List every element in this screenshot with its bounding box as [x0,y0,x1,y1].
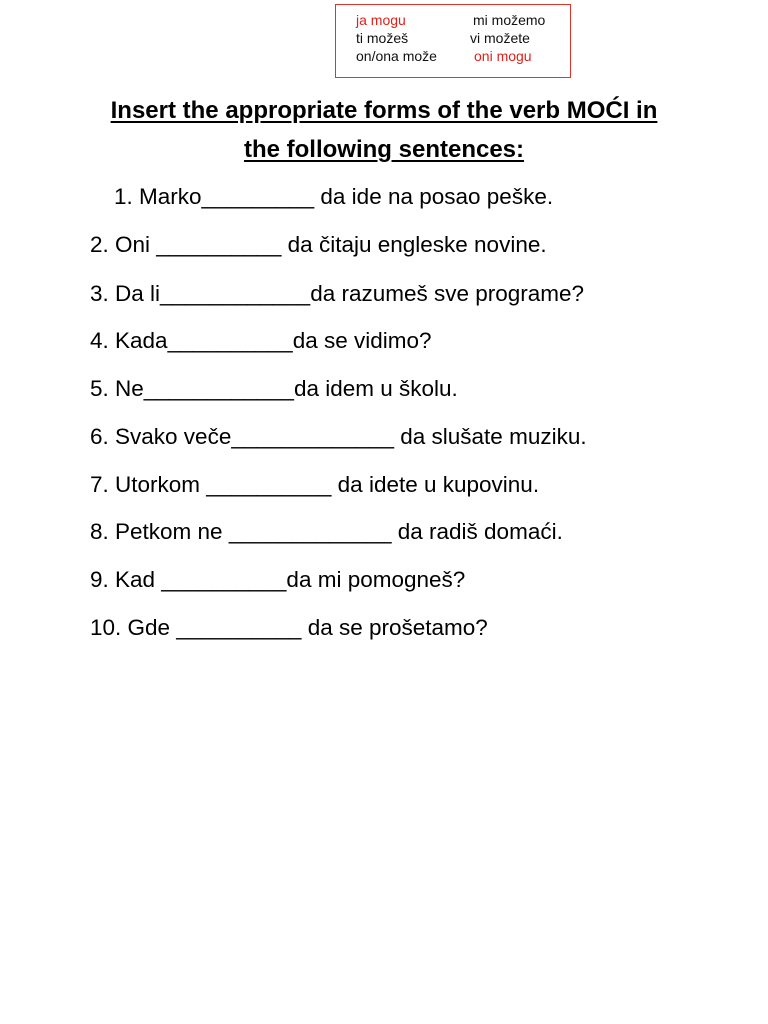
sentence-4: 4. Kada__________da se vidimo? [90,328,432,353]
sentence-2: 2. Oni __________ da čitaju engleske novine. [90,232,547,257]
conjugation-on-ona: on/ona može [356,48,437,64]
conjugation-ja: ja mogu [356,12,406,28]
conjugation-oni: oni mogu [474,48,532,64]
sentence-9: 9. Kad __________da mi pomogneš? [90,567,466,592]
instructions-line-2: the following sentences: [243,136,525,163]
sentence-3: 3. Da li____________da razumeš sve programe? [90,281,585,306]
conjugation-mi: mi možemo [473,12,546,28]
sentence-5: 5. Ne____________da idem u školu. [90,376,458,401]
sentence-6: 6. Svako veče_____________ da slušate muziku. [90,424,587,449]
conjugation-box [335,4,571,78]
conjugation-vi: vi možete [470,30,530,46]
sentence-1: 1. Marko_________ da ide na posao peške. [114,184,554,209]
sentence-7: 7. Utorkom __________ da idete u kupovinu. [90,472,540,497]
instructions-line-1: Insert the appropriate forms of the verb MOĆI in [110,97,658,124]
conjugation-ti: ti možeš [356,30,409,46]
sentence-8: 8. Petkom ne _____________ da radiš domaći. [90,519,563,544]
sentence-10: 10. Gde __________ da se prošetamo? [90,615,488,640]
